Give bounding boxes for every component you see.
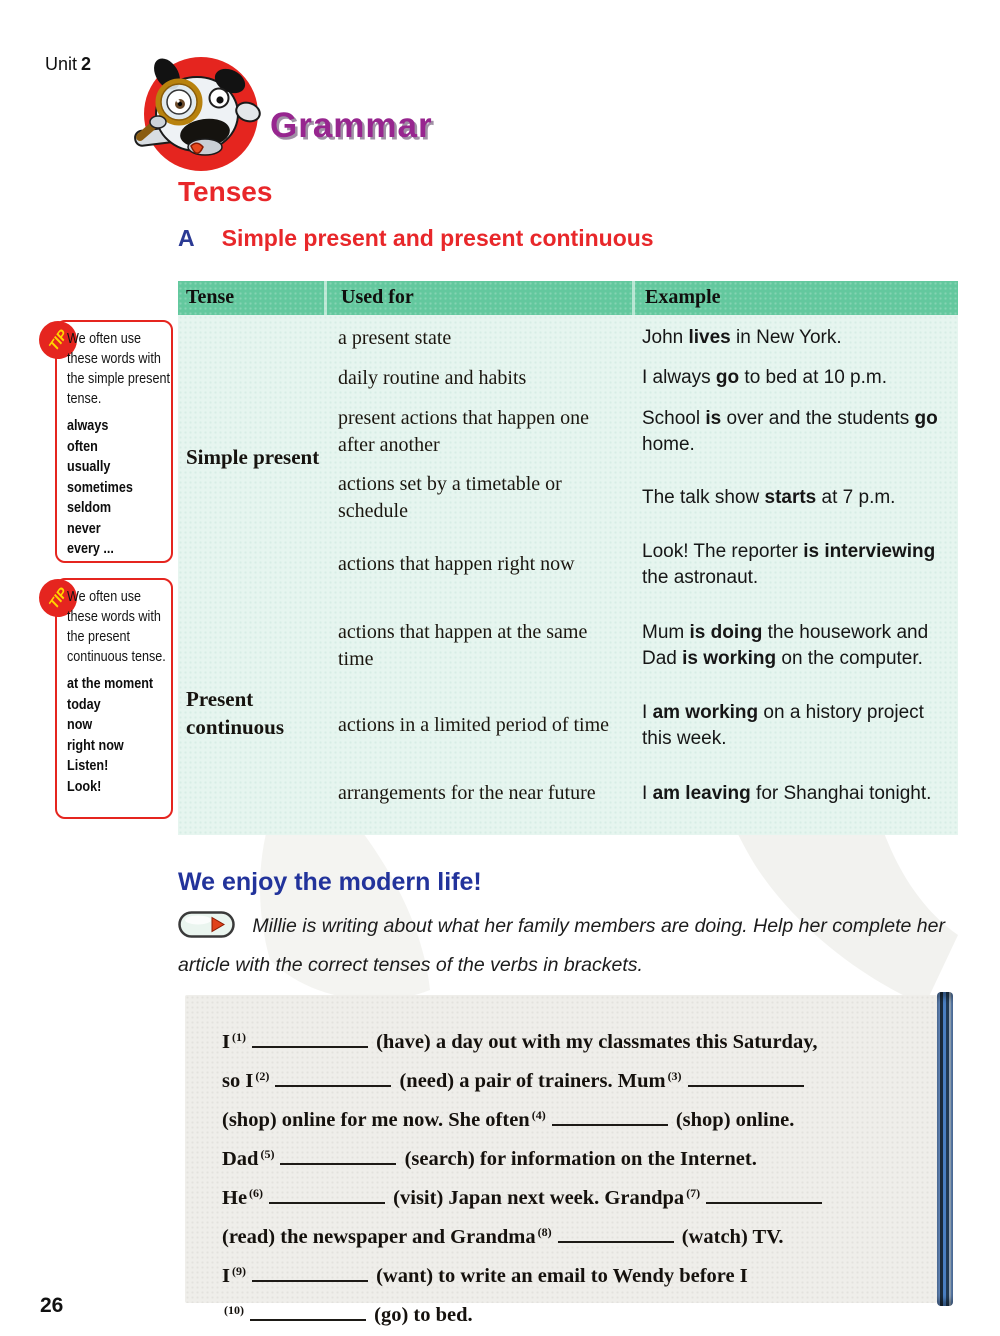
unit-heading bbox=[45, 54, 91, 75]
answer-blank bbox=[558, 1227, 674, 1243]
example-cell: The talk show starts at 7 p.m. bbox=[642, 487, 896, 509]
example-cell: I am working on a history project this week. bbox=[642, 701, 924, 749]
part-title: Simple present and present continuous bbox=[221, 225, 654, 251]
unit-number: 2 bbox=[81, 54, 92, 74]
passage-line: He $^{(6)}$ (visit) Japan next week. Grandpa $^{(7)}$ bbox=[222, 1176, 923, 1215]
tip-word: at the moment bbox=[67, 675, 154, 692]
used-for-cell: actions set by a timetable or schedule bbox=[338, 473, 562, 522]
table-row bbox=[324, 758, 958, 829]
tip-word: usually bbox=[67, 458, 111, 475]
used-for-cell: a present state bbox=[338, 326, 452, 349]
answer-blank bbox=[250, 1305, 366, 1321]
used-for-cell: arrangements for the near future bbox=[338, 782, 596, 804]
tense-cell: Simple present bbox=[186, 445, 320, 470]
tip-badge-icon: TIP bbox=[32, 314, 85, 367]
tense-table bbox=[178, 281, 958, 835]
column-header-used-for: Used for bbox=[324, 281, 632, 315]
notebook-edge bbox=[937, 992, 953, 1306]
answer-blank bbox=[252, 1032, 368, 1048]
answer-blank bbox=[280, 1149, 396, 1165]
example-cell: Look! The reporter is interviewing the astronaut. bbox=[642, 540, 936, 588]
used-for-cell: actions that happen right now bbox=[338, 553, 575, 575]
table-row bbox=[324, 465, 958, 531]
page-number: 26 bbox=[40, 1294, 64, 1317]
tip-word: often bbox=[67, 437, 98, 455]
table-row bbox=[324, 531, 958, 598]
table-row bbox=[324, 398, 958, 465]
dog-magnifier-logo-icon bbox=[133, 50, 267, 180]
tip-words-simple-present bbox=[67, 416, 171, 560]
table-header-row bbox=[178, 281, 958, 315]
tip-word: every ... bbox=[67, 540, 114, 557]
part-a-heading bbox=[178, 225, 654, 252]
table-row bbox=[324, 318, 958, 358]
tenses-heading: Tenses bbox=[178, 176, 273, 207]
table-body bbox=[178, 315, 958, 835]
used-for-cell: daily routine and habits bbox=[338, 366, 527, 389]
table-row bbox=[324, 693, 958, 758]
used-for-cell: actions in a limited period of time bbox=[338, 714, 610, 736]
tense-cell: Present continuous bbox=[186, 687, 285, 739]
used-for-cell: actions that happen at the same time bbox=[338, 620, 588, 670]
passage-line: I $^{(1)}$ (have) a day out with my classmates this Saturday, bbox=[222, 1030, 818, 1053]
table-row bbox=[324, 598, 958, 693]
tip-intro-present-continuous: We often use these words with the present continuous tense. bbox=[67, 588, 166, 665]
play-pill-icon bbox=[178, 911, 235, 949]
unit-label: Unit bbox=[45, 54, 78, 74]
column-header-tense: Tense bbox=[186, 286, 235, 308]
example-cell: School is over and the students go home. bbox=[642, 407, 938, 455]
tip-badge-icon: TIP bbox=[32, 572, 85, 625]
column-header-example: Example bbox=[632, 281, 958, 315]
passage bbox=[185, 995, 937, 1332]
table-group bbox=[178, 318, 958, 598]
answer-blank bbox=[269, 1188, 385, 1204]
tip-box-present-continuous bbox=[45, 578, 173, 819]
table-group bbox=[178, 598, 958, 829]
passage-line: (shop) online for me now. She often $^{(4)}$ (shop) online. bbox=[222, 1108, 795, 1131]
example-cell: John lives in New York. bbox=[642, 327, 842, 349]
tip-word: Listen! bbox=[67, 757, 109, 774]
exercise-title: We enjoy the modern life! bbox=[178, 868, 482, 896]
answer-blank bbox=[252, 1266, 368, 1282]
tip-word: Look! bbox=[67, 777, 102, 795]
answer-blank bbox=[552, 1110, 668, 1126]
example-cell: Mum is doing the housework and Dad is working on the computer. bbox=[642, 621, 929, 669]
table-row bbox=[324, 358, 958, 398]
exercise-paper bbox=[185, 995, 937, 1326]
answer-blank bbox=[275, 1071, 391, 1087]
tip-word: sometimes bbox=[67, 478, 133, 496]
tip-word: seldom bbox=[67, 499, 112, 516]
answer-blank bbox=[706, 1188, 822, 1204]
used-for-cell: present actions that happen one after another bbox=[338, 406, 590, 456]
tip-word: now bbox=[67, 716, 93, 733]
passage-line: Dad $^{(5)}$ (search) for information on the Internet. bbox=[222, 1147, 757, 1170]
tip-word: never bbox=[67, 519, 101, 537]
tip-word: today bbox=[67, 695, 101, 713]
passage-line: I $^{(9)}$ (want) to write an email to Wendy before I bbox=[222, 1264, 748, 1287]
passage-line: (read) the newspaper and Grandma $^{(8)}$ (watch) TV. bbox=[222, 1225, 784, 1248]
tip-words-present-continuous bbox=[67, 674, 171, 797]
passage-line: so I $^{(2)}$ (need) a pair of trainers. Mum $^{(3)}$ bbox=[222, 1059, 923, 1098]
exercise-instruction bbox=[178, 910, 976, 982]
example-cell: I always go to bed at 10 p.m. bbox=[642, 367, 888, 389]
tip-word: always bbox=[67, 417, 109, 434]
instruction-text: Millie is writing about what her family members are doing. Help her complete her article with the correct tenses of the verbs in brackets. bbox=[178, 915, 945, 976]
grammar-section-title: Grammar bbox=[270, 106, 433, 145]
tip-box-simple-present bbox=[45, 320, 173, 563]
passage-line: $^{(10)}$ (go) to bed. bbox=[224, 1303, 473, 1326]
tip-intro-simple-present: We often use these words with the simple present tense. bbox=[67, 330, 170, 407]
part-letter: A bbox=[178, 225, 195, 251]
example-cell: I am leaving for Shanghai tonight. bbox=[642, 782, 932, 804]
tip-word: right now bbox=[67, 736, 124, 754]
answer-blank bbox=[688, 1071, 804, 1087]
